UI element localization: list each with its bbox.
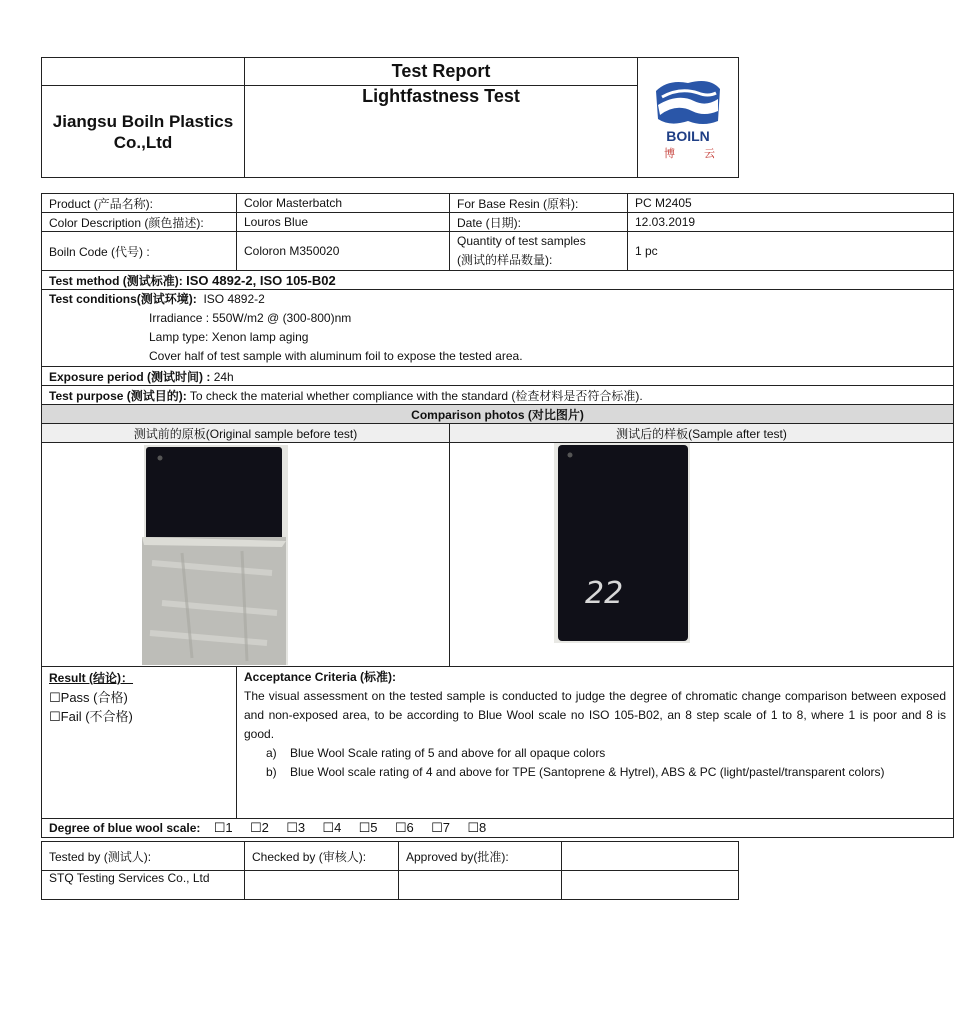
- criteria-label: Acceptance Criteria (标准):: [244, 670, 397, 684]
- logo-text: BOILN: [666, 128, 710, 144]
- before-sample-photo: [42, 443, 389, 666]
- product-row: [42, 194, 954, 213]
- company-name: Jiangsu Boiln Plastics Co.,Ltd: [42, 86, 245, 178]
- color-desc-label: Color Description (颜色描述):: [42, 213, 237, 232]
- conditions-line1: ISO 4892-2: [203, 292, 265, 306]
- date-label: Date (日期):: [450, 213, 628, 232]
- comparison-title-row: [42, 405, 954, 424]
- qty-label-line1: Quantity of test samples: [457, 234, 586, 248]
- criteria-cell: [237, 667, 954, 819]
- product-label: Product (产品名称):: [42, 194, 237, 213]
- code-label: Boiln Code (代号) :: [42, 232, 237, 271]
- boiln-logo: [648, 71, 728, 161]
- conditions-line2: Irradiance : 550W/m2 @ (300-800)nm: [149, 311, 352, 325]
- before-label: 测试前的原板(Original sample before test): [42, 424, 450, 443]
- color-desc-row: [42, 213, 954, 232]
- checked-by-label: Checked by (审核人):: [245, 842, 399, 871]
- report-title: Test Report: [245, 58, 638, 86]
- criteria-item-b: b) Blue Wool scale rating of 4 and above for TPE (Santoprene & Hytrel), ABS & PC (light/pastel/transparent colors): [266, 765, 885, 779]
- conditions-line3: Lamp type: Xenon lamp aging: [149, 330, 309, 344]
- signoff-table: [41, 841, 739, 900]
- purpose-label: Test purpose (测试目的):: [49, 388, 187, 403]
- report-table: [41, 193, 954, 838]
- qty-label: [450, 232, 628, 271]
- scale-option-6[interactable]: ☐6: [394, 820, 414, 835]
- signoff-blank-3: [399, 871, 562, 900]
- product-value: Color Masterbatch: [237, 194, 450, 213]
- signoff-blank-1: [562, 842, 739, 871]
- after-photo-cell: [450, 443, 954, 667]
- criteria-item-a: a) Blue Wool Scale rating of 5 and above for all opaque colors: [266, 746, 606, 760]
- scale-row: [42, 819, 954, 838]
- scale-option-8[interactable]: ☐8: [467, 820, 487, 835]
- result-row: [42, 667, 954, 819]
- code-value: Coloron M350020: [237, 232, 450, 271]
- conditions-label: Test conditions(测试环境):: [49, 292, 197, 306]
- scale-label: Degree of blue wool scale:: [49, 821, 201, 835]
- lab-name: STQ Testing Services Co., Ltd: [42, 871, 245, 900]
- exposure-label: Exposure period (测试时间) :: [49, 369, 211, 384]
- method-value: ISO 4892-2, ISO 105-B02: [186, 272, 336, 288]
- result-label: Result (结论)：: [49, 671, 134, 685]
- fail-checkbox[interactable]: ☐Fail (不合格): [49, 709, 133, 724]
- result-cell: [42, 667, 237, 819]
- logo-cn-2: 云: [704, 147, 715, 160]
- approved-by-label: Approved by(批准):: [399, 842, 562, 871]
- before-photo-cell: [42, 443, 450, 667]
- qty-value: 1 pc: [628, 232, 954, 271]
- method-label: Test method (测试标准):: [49, 273, 183, 288]
- logo-cn-1: 博: [664, 147, 675, 160]
- after-sample-mark: 22: [585, 576, 624, 611]
- code-row: [42, 232, 954, 271]
- test-name: Lightfastness Test: [245, 86, 638, 178]
- header-table: [41, 57, 739, 178]
- qty-label-line2: (测试的样品数量):: [457, 253, 553, 267]
- method-row: [42, 271, 954, 290]
- criteria-text: The visual assessment on the tested sample is conducted to judge the degree of chromatic change comparison between exposed and non-exposed area, to be according to Blue Wool scale no ISO 105-B02, an 8 step scale of 1 to 8, where 1 is poor and 8 is good.: [244, 689, 947, 741]
- after-label: 测试后的样板(Sample after test): [450, 424, 954, 443]
- comparison-title: Comparison photos (对比图片): [42, 405, 954, 424]
- color-desc-value: Louros Blue: [237, 213, 450, 232]
- base-resin-label: For Base Resin (原料):: [450, 194, 628, 213]
- pass-checkbox[interactable]: ☐Pass (合格): [49, 690, 128, 705]
- scale-option-3[interactable]: ☐3: [286, 820, 306, 835]
- signoff-blank-4: [562, 871, 739, 900]
- tested-by-label: Tested by (测试人):: [42, 842, 245, 871]
- scale-option-5[interactable]: ☐5: [358, 820, 378, 835]
- header-blank-cell: [42, 58, 245, 86]
- purpose-row: [42, 386, 954, 405]
- conditions-row: [42, 290, 954, 367]
- after-sample-photo: [450, 443, 798, 666]
- conditions-line4: Cover half of test sample with aluminum foil to expose the tested area.: [149, 349, 523, 363]
- exposure-value: 24h: [213, 369, 234, 384]
- base-resin-value: PC M2405: [628, 194, 954, 213]
- scale-option-2[interactable]: ☐2: [249, 820, 269, 835]
- purpose-value: To check the material whether compliance with the standard (检查材料是否符合标准).: [189, 388, 643, 403]
- signoff-blank-2: [245, 871, 399, 900]
- logo-cell: [638, 58, 739, 178]
- exposure-row: [42, 367, 954, 386]
- scale-option-7[interactable]: ☐7: [431, 820, 451, 835]
- comparison-labels-row: [42, 424, 954, 443]
- photos-row: [42, 443, 954, 667]
- scale-option-4[interactable]: ☐4: [322, 820, 342, 835]
- date-value: 12.03.2019: [628, 213, 954, 232]
- scale-option-1[interactable]: ☐1: [213, 820, 233, 835]
